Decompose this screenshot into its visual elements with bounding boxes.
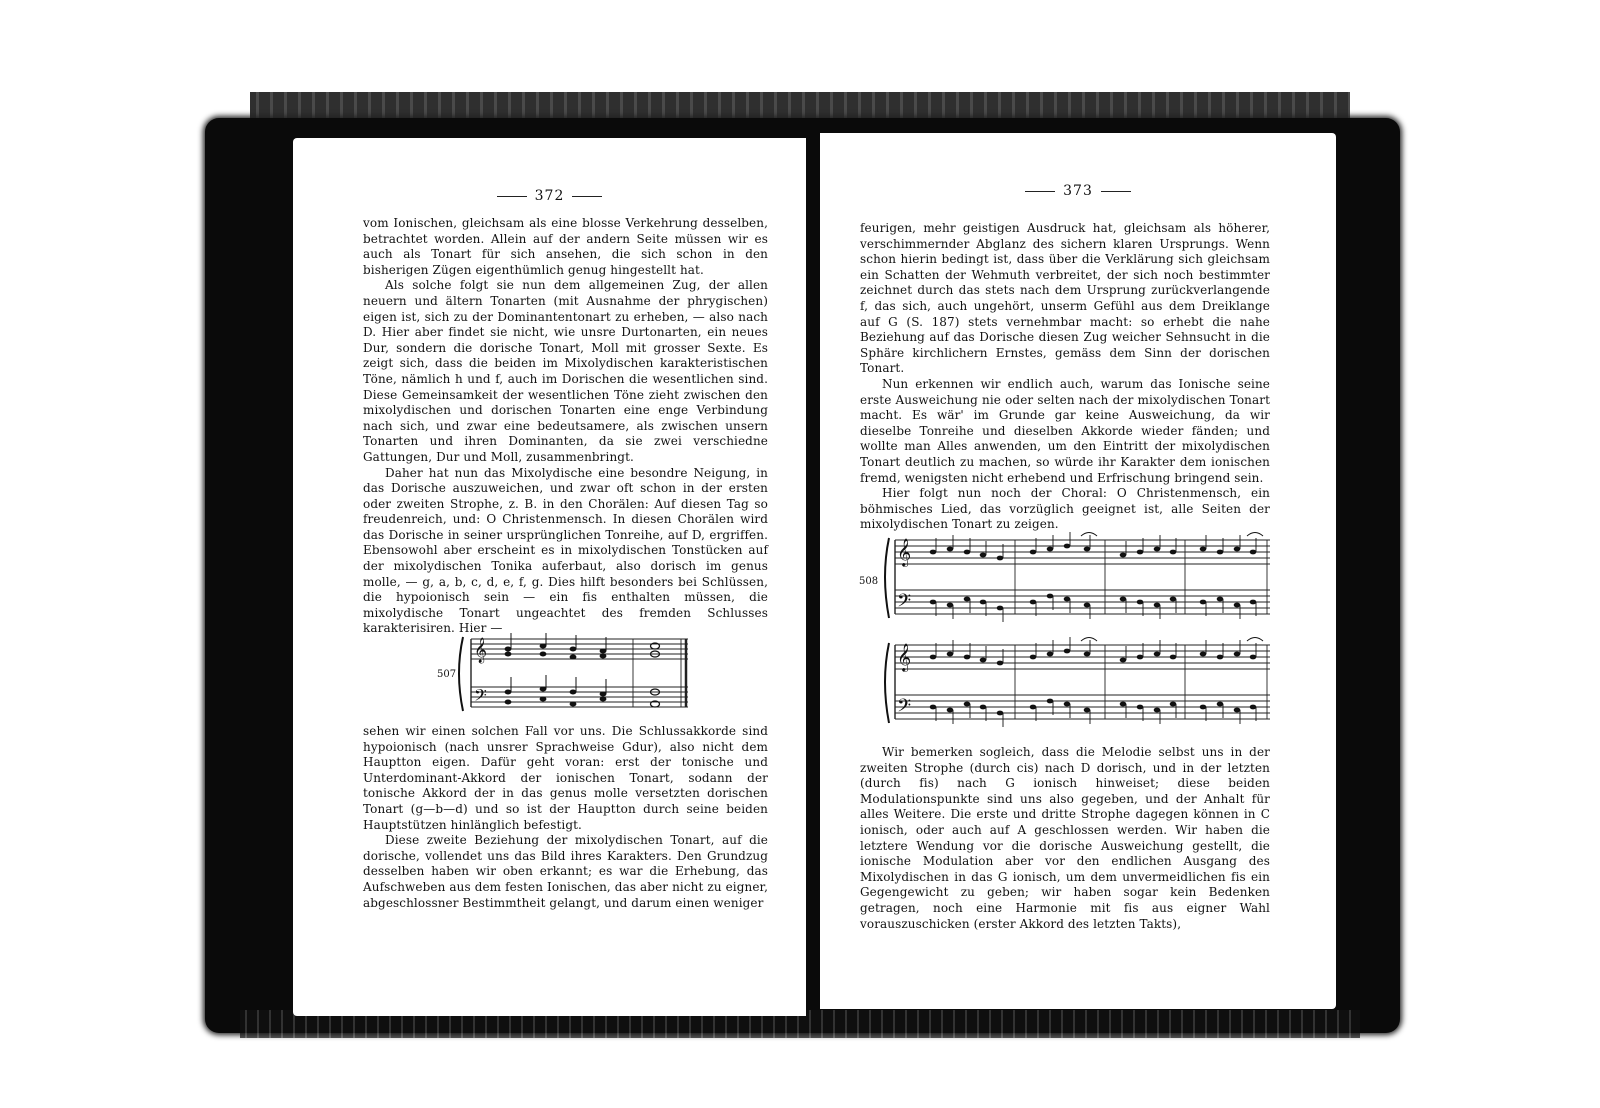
page-number (293, 188, 806, 204)
example-number: 508 (859, 576, 879, 587)
svg-text:𝄢: 𝄢 (897, 591, 912, 616)
paragraph: Als solche folgt sie nun dem allgemeinen Zug, der allen neuern und ältern Tonarten (mit Ausnahme der phrygischen) eigen ist, sich zu der Dominantentonart zu erheben, — also nach D. Hier aber findet sie nicht, wie unsre Durtonarten, ein neues Dur, sondern die dorische Tonart, Moll mit grosser Sexte. Es zeigt sich, dass die beiden im Mixolydischen karakteristischen Töne, nämlich h und f, auch im Dorischen die wesentlichen sind. Diese Gemeinsamkeit der wesentlichen Töne zieht zwischen den mixolydischen und dorischen Tonarten eine enge Verbindung nach sich, und zwar eine bedeutsamere, als zwischen unsern Tonarten und ihren Dominanten, da sie zwei verschiedne Gattungen, Dur und Moll, zusammenbringt. (363, 278, 768, 464)
svg-text:𝄞: 𝄞 (474, 638, 488, 663)
text-block-bottom (363, 724, 768, 911)
paragraph: Nun erkennen wir endlich auch, warum das Ionische seine erste Ausweichung nie oder selten nach der mixolydischen Tonart macht. Es wär' im Grunde gar keine Ausweichung, da wir dieselbe Tonreihe und dieselben Akkorde wieder fänden; und wollte man Alles anwenden, um den Eintritt der mixolydischen Tonart deutlich zu machen, so würde ihr Karakter dem ionischen fremd, wenigsten nicht erhebend und Erfrischung bringend sein. (860, 376, 1270, 485)
paragraph: Wir bemerken sogleich, dass die Melodie selbst uns in der zweiten Strophe (durch cis) nach D dorisch, und in der letzten (durch fis) nach G ionisch hinweiset; diese beiden Modulationspunkte sind uns also gegeben, und der Anhalt für alles Weitere. Die erste und dritte Strophe dagegen können in C ionisch, oder auch auf A geschlossen werden. Wir haben die letztere Wendung vor die dorische Ausweichung gestellt, die ionische Modulation aber vor den endlichen Ausgang des Mixolydischen in das G ionisch, um dem unvermeidlichen fis ein Gegengewicht zu geben; wir haben sogar kein Bedenken getragen, noch eine Harmonie mit fis aus eigner Wahl vorauszuschicken (erster Akkord des letzten Takts), (860, 745, 1270, 931)
paragraph: Hier folgt nun noch der Choral: O Christenmensch, ein böhmisches Lied, das vorzüglich geeignet ist, alle Seiten der mixolydischen Tonart zu zeigen. (860, 486, 1270, 532)
left-page (293, 138, 806, 1016)
paragraph: Daher hat nun das Mixolydische eine besondre Neigung, in das Dorische auszuweichen, und zwar oft schon in der ersten oder zweiten Strophe, z. B. in den Chorälen: Auf diesen Tag so freudenreich, und: O Christenmensch. In diesen Chorälen wird das Dorische in seiner ursprünglichen Tonreihe, auf D, ergriffen. Ebensowohl aber erscheint es in mixolydischen Tonstücken auf der mixolydischen Tonika auferbaut, also dorisch im genus molle, — g, a, b, c, d, e, f, g. Dies hilft besonders bei Schlüssen, die hypoionisch sein — ein fis enthalten müssen, die mixolydische Tonart ungeachtet des fremden Schlusses karakterisiren. Hier — (363, 465, 768, 636)
page-number (820, 183, 1336, 199)
music-staff-507 (433, 633, 698, 723)
svg-text:𝄢: 𝄢 (474, 685, 487, 709)
svg-text:𝄞: 𝄞 (897, 538, 912, 566)
example-number: 507 (437, 669, 457, 680)
text-block-top (363, 216, 768, 637)
paragraph: feurigen, mehr geistigen Ausdruck hat, gleichsam als höherer, verschimmernder Abglanz des sichern klaren Ursprungs. Wenn schon hierin bedingt ist, dass über die Verklärung sich gleichsam ein Schatten der Wehmuth verbreitet, der sich noch bestimmter zeichnet durch das stets nach dem Ursprung zurückverlangende f, das sich, auch ungehört, unserm Gefühl aus dem Dreiklange auf G (S. 187) stets vernehmbar macht: so erhebt die nahe Beziehung auf das Dorische diesen Zug weicher Sehnsucht in die Sphäre kirchlichern Ernstes, gemäss dem Sinn der dorischen Tonart. (860, 221, 1270, 376)
music-staff-508 (855, 528, 1275, 738)
right-page (820, 133, 1336, 1009)
text-block-bottom (860, 745, 1270, 932)
music-example-508 (855, 528, 1275, 742)
music-example-507 (433, 633, 698, 727)
paragraph: Diese zweite Beziehung der mixolydischen Tonart, auf die dorische, vollendet uns das Bild ihres Karakters. Den Grundzug desselben haben wir oben erkannt; es war die Erhebung, das Aufschweben aus dem festen Ionischen, das aber nicht zu eigner, abgeschlossner Bestimmtheit gelangt, und darum einen weniger (363, 833, 768, 910)
page-number-text: 373 (1063, 183, 1093, 199)
paragraph: vom Ionischen, gleichsam als eine blosse Verkehrung desselben, betrachtet worden. Allein auf der andern Seite müssen wir es auch als Tonart für sich ansehen, die sich schon in den bisherigen Zügen eigenthümlich genug hingestellt hat. (363, 216, 768, 277)
paragraph: sehen wir einen solchen Fall vor uns. Die Schlussakkorde sind hypoionisch (nach unsrer Sprachweise Gdur), also nicht dem Hauptton eigen. Dafür geht voran: erst der tonische und Unterdominant-Akkord der ionischen Tonart, sodann der tonische Akkord der in das genus molle versetzten dorischen Tonart (g—b—d) und so ist der Hauptton durch seine beiden Hauptstützen hinlänglich befestigt. (363, 724, 768, 832)
page-number-text: 372 (534, 188, 565, 204)
text-block-top (860, 221, 1270, 533)
